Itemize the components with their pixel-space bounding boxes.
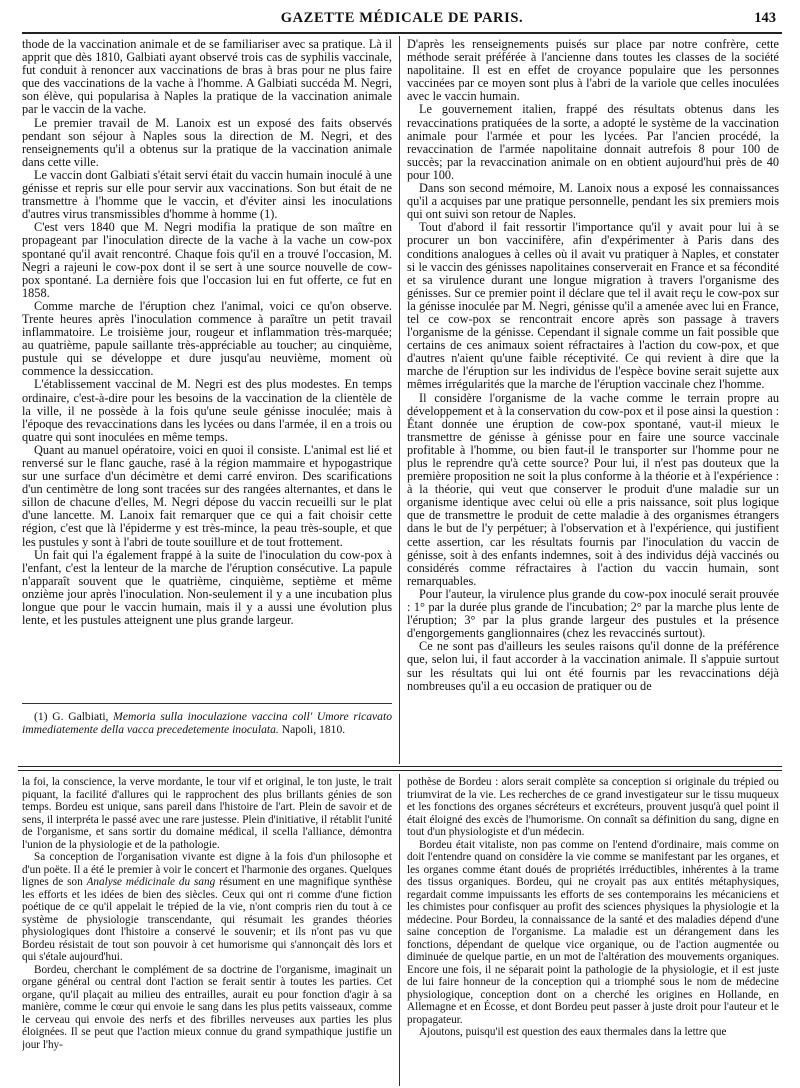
article-right-column: [407, 38, 779, 758]
paragraph: thode de la vaccination animale et de se familiariser avec sa pratique. Là il apprit que dès 1810, Galbiati ayant observé trois cas de syphilis vaccinale, fut conduit à renoncer aux vaccinations de bras à bras pour ne plus faire que des vaccinations de la vache à l'homme. A Galbiati succéda M. Negri, son élève, qui popularisa à Naples la pratique de la vaccination animale par le vaccin de la vache.: [22, 38, 392, 117]
paragraph: Comme marche de l'éruption chez l'animal, voici ce qu'on observe. Trente heures après l'inoculation commence à paraître un petit travail inflammatoire. Le troisième jour, rougeur et inflammation très-marquée; au quatrième, papule saillante très-appréciable au toucher; au cinquième, pustule qui se développe et dure jusqu'au neuvième, moment où commence la dessiccation.: [22, 298, 392, 379]
feuilleton-right-column: [407, 776, 779, 1086]
paragraph: Il considère l'organisme de la vache comme le terrain propre au développement et à la conservation du cow-pox et il pose ainsi la question : Étant donnée une éruption de cow-pox spontané, vaut-il mieux le transmettre de génisse à génisse pour en faire une source vaccinale profitable à l'homme, ou bien faut-il le transporter sur l'homme pour ne plus le reprendre qu'à cette source? Pour lui, il n'est pas douteux que la première proposition ne soit la plus conforme à la théorie et à l'expérience : à la théorie, qui veut que conserver le produit d'une maladie sur un organisme identique avec celui où elle a pris naissance, soit plus logique que de transmettre le produit de cette maladie à des organismes étrangers dans le but de l'y perpétuer; à l'observation et à l'expérience, qui justifient cette assertion, car les résultats fournis par l'inoculation du vaccin de génisse, soit à des enfants indemnes, soit à des individus déjà vaccinés ou considérés comme réfractaires à l'action du vaccin humain, sont remarquables.: [407, 390, 779, 588]
paragraph: Le premier travail de M. Lanoix est un exposé des faits observés pendant son séjour à Naples sous la direction de M. Negri, et des renseignements qu'il a obtenus sur la pratique de la vaccination animale dans cette ville.: [22, 115, 392, 169]
paragraph: D'après les renseignements puisés sur place par notre confrère, cette méthode serait préférée à l'ancienne dans toutes les classes de la société napolitaine. Il est en effet de croyance populaire que les personnes vaccinées par ce moyen sont plus à l'abri de la variole que celles inoculées avec le vaccin humain.: [407, 38, 779, 104]
paragraph: L'établissement vaccinal de M. Negri est des plus modestes. En temps ordinaire, c'est-à-dire pour les besoins de la vaccination de la clientèle de la ville, il ne possède à la fois qu'une seule génisse inoculée; mais à l'époque des revaccinations dans les lycées ou dans l'armée, il en a trois ou quatre qui sont inoculées en même temps.: [22, 377, 392, 444]
paragraph: Bordeu, cherchant le complément de sa doctrine de l'organisme, imaginait un organe général ou central dont l'action se ferait sentir à toutes les parties. Cet organe, qu'il plaçait au milieu des entrailles, aurait eu pour fonction d'agir à sa manière, comme le cœur qui envoie le sang dans les plus petits vaisseaux, comme le cerveau qui envoie des nerfs et des fibrilles nerveuses aux parties les plus éloignées. Il se peut que l'action mieux connue du grand sympathique justifie un jour l'hy-: [22, 963, 392, 1051]
footnote-place: Napoli, 1810.: [281, 723, 346, 737]
paragraph: Dans son second mémoire, M. Lanoix nous a exposé les connaissances qu'il a acquises par une pratique personnelle, pendant les six premiers mois qui ont suivi son retour de Naples.: [407, 181, 779, 222]
footnote: [22, 710, 392, 762]
paragraph: pothèse de Bordeu : alors serait complète sa conception si originale du trépied ou triumvirat de la vie. Les recherches de ce grand investigateur sur le tissu muqueux et les fonctions des organes sécréteurs et excréteurs, prouvent jusqu'à quel point il était éloigné des excès de l'humorisme. On connaît sa définition du sang, digne en tout d'un physiologiste et d'un médecin.: [407, 776, 779, 838]
paragraph-text: résument en une magnifique synthèse les efforts et les idées de bien des siècles. Ceux qui ont ri comme d'une fiction poétique de ce qu'il appelait le trépied de la vie, n'ont compris rien du tout à ce système de physiologie transcendante, qui résumait les grandes théories physiologiques dont l'histoire a conservé le souvenir; et ils n'ont pas vu que Bordeu résistait de tout son pouvoir à cet humorisme qui s'annonçait dès lors et qui s'étale aujourd'hui.: [22, 876, 392, 963]
paragraph: Un fait qui l'a également frappé à la suite de l'inoculation du cow-pox à l'enfant, c'est la lenteur de la marche de l'éruption consécutive. La papule n'apparaît souvent que le quatrième, cinquième, septième et même onzième jour après l'inoculation. Non-seulement il y a une incubation plus longue que pour le vaccin humain, mais il y a aussi une évolution plus lente, et les pustules atteignent une plus grande largeur.: [22, 547, 392, 628]
column-divider-top: [399, 36, 400, 764]
paragraph: Pour l'auteur, la virulence plus grande du cow-pox inoculé serait prouvée : 1° par la durée plus grande de l'incubation; 2° par la marche plus lente de l'éruption; 3° par la plus grande largeur des pustules et la présence d'engorgements ganglionnaires (chez les revaccinés surtout).: [407, 586, 779, 641]
page-header: [22, 8, 782, 34]
paragraph: [22, 851, 392, 964]
feuilleton-left-column: [22, 776, 392, 1086]
journal-title: GAZETTE MÉDICALE DE PARIS.: [280, 10, 524, 26]
paragraph: Bordeu était vitaliste, non pas comme on l'entend d'ordinaire, mais comme on doit l'entendre quand on considère la vie comme se manifestant par les organes, et les organes comme étant doués de propriétés irréductibles, inhérentes à la trame des tissus organiques. Bordeu, qui ne croyait pas aux entités métaphysiques, regardait comme impuissants les efforts de ses contemporains les mécaniciens et les chimistes pour confisquer au profit des sciences physiques la physiologie et la médecine. Pour Bordeu, la connaissance de la santé et des maladies dépend d'une saine conception de l'organisme. La maladie est un dérangement dans les fonctions, dépendant de quelque vice organique, ou de l'action augmentée ou diminuée de quelque partie, en un mot de l'altération des mouvements organiques. Encore une fois, il ne séparait point la pathologie de la physiologie, et il est juste de lui faire honneur de la conception qui a triomphé sous le nom de médecine physiologique, conception dont on a cherché les origines en Hollande, en Allemagne et en Écosse, et dont Bordeu peut passer à juste droit pour l'auteur et le propagateur.: [407, 838, 779, 1026]
paragraph: la foi, la conscience, la verve mordante, le tour vif et original, le ton juste, le trait piquant, la facilité d'allures qui le rapprochent des plus brillants génies de son temps. Bordeu est unique, sans pareil dans l'histoire de l'art. Plein de savoir et de sens, il interpréta le passé avec une rare justesse. Plein d'initiative, il rétablit l'unité de l'organisme, et sans sortir du domaine médical, il scella l'alliance, démontra l'union de la physiologie et de la pathologie.: [22, 776, 392, 851]
feuilleton-rule-double: [18, 770, 782, 771]
paragraph-text: Sa conception de l'organisation vivante est digne à la fois d'un philosophe et d'un poëte. Il a été le premier à voir le concert et l'harmonie des organes. Quelques lignes de son: [22, 851, 392, 888]
article-left-column: [22, 38, 392, 698]
book-title: Analyse médicinale du sang: [86, 876, 216, 888]
footnote-text: [22, 710, 392, 736]
paragraph: Ce ne sont pas d'ailleurs les seules raisons qu'il donne de la préférence que, selon lui, il faut accorder à la vaccination animale. Il s'appuie surtout sur les résultats qui lui ont été fournis par les revaccinations déjà nombreuses qu'il a eu occasion de pratiquer ou de: [407, 639, 779, 693]
paragraph: Ajoutons, puisqu'il est question des eaux thermales dans la lettre que: [419, 1026, 727, 1038]
paragraph: C'est vers 1840 que M. Negri modifia la pratique de son maître en propageant par l'inoculation directe de la vache à la vache un cow-pox spontané qu'il avait rencontré. Chaque fois qu'il en a trouvé l'occasion, M. Negri a rajeuni le cow-pox dont il se sert à une source nouvelle de cow-pox spontané. La dernière fois que l'occasion lui en fut offerte, ce fut en 1858.: [22, 220, 392, 300]
footnote-rule: [22, 703, 392, 704]
column-divider-bottom: [399, 774, 400, 1086]
paragraph: Le gouvernement italien, frappé des résultats obtenus dans les revaccinations pratiquées de la sorte, a adopté le système de la vaccination animale pour l'armée et pour les lycées. Par l'ancien procédé, la revaccination de l'armée napolitaine donnait autrefois 8 pour 100 de succès; par la revaccination animale on en obtient aujourd'hui près de 40 pour 100.: [407, 102, 779, 182]
paragraph: Quant au manuel opératoire, voici en quoi il consiste. L'animal est lié et renversé sur le flanc gauche, rasé à la région mammaire et hypogastrique sur une surface d'un décimètre et demi carré environ. Des scarifications d'un centimètre de long sont tracées sur des rangées alternantes, et dans le sillon de chacune d'elles, M. Negri dépose du vaccin recueilli sur le plat d'une lancette. M. Lanoix fait remarquer que ce qui a fait choisir cette région, c'est que là l'épiderme y est très-mince, la peau très-souple, et que les pustules y sont à l'abri de toute souillure et de tout frottement.: [22, 442, 392, 549]
paragraph: Tout d'abord il fait ressortir l'importance qu'il y avait pour lui à se procurer un bon vaccinifère, afin d'expérimenter à Paris dans des conditions analogues à celles où il avait vu pratiquer à Naples, et constater si le vaccin des génisses napolitaines conserverait en France et sa fécondité et sa virulence durant une longue migration à travers l'organisme des génisses. Sur ce premier point il déclare que tel il avait reçu le cow-pox sur la génisse inoculée par M. Negri, génisse qu'il a amenée avec lui en France, tel ce cow-pox se rencontrait encore après son passage à travers l'organisme de la génisse. Cependant il signale comme un fait possible que certains de ces animaux soient réfractaires à l'action du cow-pox, et que d'autres n'aient qu'une faible réceptivité. Ce qui revient à dire que la marche de l'éruption sur les individus de l'espèce bovine serait sujette aux mêmes irrégularités que la marche de l'éruption vaccinale chez l'homme.: [407, 220, 779, 392]
page-number: 143: [754, 10, 776, 26]
footnote-marker: (1) G. Galbiati,: [34, 710, 109, 723]
paragraph: Le vaccin dont Galbiati s'était servi était du vaccin humain inoculé à une génisse et repris sur elle pour servir aux vaccinations. Son but était de ne transmettre à l'homme que le vaccin, et d'éviter ainsi les inoculations d'autres virus transmissibles d'homme à homme (1).: [22, 167, 392, 222]
feuilleton-rule: [18, 766, 782, 767]
footnote-title: Memoria sulla inoculazione vaccina coll' Umore ricavato immediatemente della vacca precedetemente inoculata.: [22, 710, 392, 737]
